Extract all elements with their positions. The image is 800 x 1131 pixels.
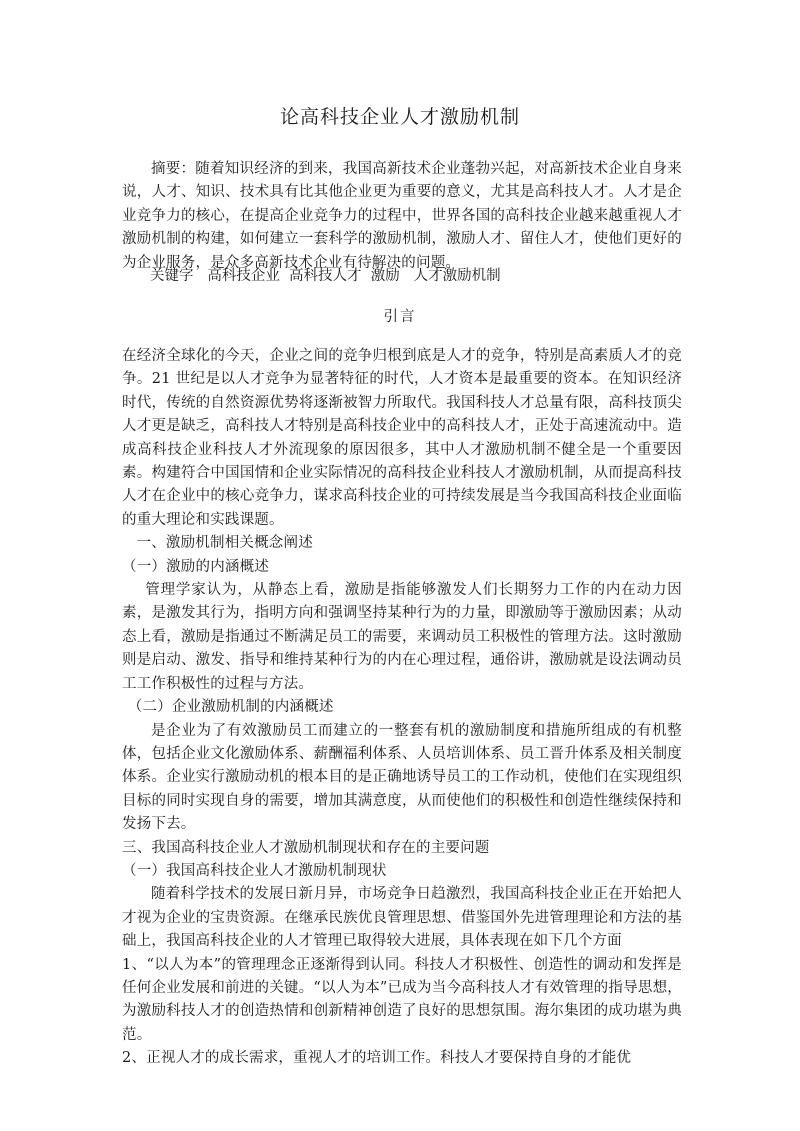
subsection-paragraph-1-2: 是企业为了有效激励员工而建立的一整套有机的激励制度和措施所组成的有机整体，包括企业文化激励体系、薪酬福利体系、人员培训体系、员工晋升体系及相关制度体系。企业实行激励动机的根本目的是正确地诱导员工的工作动机，使他们在实现组织目标的同时实现自身的需要，增加其满意度，从而使他们的积极性和创造性继续保持和发扬下去。 [122,722,682,833]
section-heading-3: 三、我国高科技企业人才激励机制现状和存在的主要问题 [122,839,490,856]
document-body [122,345,682,1071]
list-item-1: 1、“以人为本”的管理理念正逐渐得到认同。科技人才积极性、创造性的调动和发挥是任何企业发展和前进的关键。“以人为本”已成为当今高科技人才有效管理的指导思想，为激励科技人才的创造热情和创新精神创造了良好的思想氛围。海尔集团的成功堪为典范。 [122,956,682,1043]
subsection-paragraph-1-1: 管理学家认为，从静态上看，激励是指能够激发人们长期努力工作的内在动力因素，是激发其行为，指明方向和强调坚持某种行为的力量，即激励等于激励因素；从动态上看，激励是指通过不断满足员工的需要，来调动员工积极性的管理方法。这时激励则是启动、激发、指导和维持某种行为的内在心理过程，通俗讲，激励就是设法调动员工工作积极性的过程与方法。 [122,582,682,692]
subsection-heading-1-2: （二）企业激励机制的内涵概述 [127,699,334,716]
subsection-paragraph-3-1: 随着科学技术的发展日新月异，市场竞争日趋激烈，我国高科技企业正在开始把人才视为企业的宝贵资源。在继承民族优良管理思想、借鉴国外先进管理理论和方法的基础上，我国高科技企业的人才管理已取得较大进展，具体表现在如下几个方面 [122,886,682,950]
list-item-2: 2、正视人才的成长需求，重视人才的培训工作。科技人才要保持自身的才能优 [122,1050,632,1067]
keywords-line: 关键字 高科技企业 高科技人才 激励 人才激励机制 [150,268,501,284]
subsection-heading-1-1: （一）激励的内涵概述 [122,558,269,575]
subsection-heading-3-1: （一）我国高科技企业人才激励机制现状 [122,862,387,879]
intro-paragraph: 在经济全球化的今天，企业之间的竞争归根到底是人才的竞争，特别是高素质人才的竞争。21 世纪是以人才竞争为显著特征的时代，人才资本是最重要的资本。在知识经济时代，传统的自然资源优势将逐渐被智力所取代。我国科技人才总量有限，高科技顶尖人才更是缺乏，高科技人才特别是高科技企业中的高科技人才，正处于高速流动中。造成高科技企业科技人才外流现象的原因很多，其中人才激励机制不健全是一个重要因素。构建符合中国国情和企业实际情况的高科技企业科技人才激励机制，从而提高科技人才在企业中的核心竞争力，谋求高科技企业的可持续发展是当今我国高科技企业面临的重大理论和实践课题。 [122,348,682,528]
section-heading-1: 一、激励机制相关概念阐述 [136,535,313,552]
document-title: 论高科技企业人才激励机制 [279,106,520,128]
intro-heading: 引言 [383,309,417,325]
abstract-paragraph: 摘要：随着知识经济的到来，我国高新技术企业蓬勃兴起，对高新技术企业自身来说，人才、知识、技术具有比其他企业更为重要的意义，尤其是高科技人才。人才是企业竞争力的核心，在提高企业竞争力的过程中，世界各国的高科技企业越来越重视人才激励机制的构建，如何建立一套科学的激励机制，激励人才、留住人才，使他们更好的为企业服务，是众多高新技术企业有待解决的问题。 [122,161,682,271]
